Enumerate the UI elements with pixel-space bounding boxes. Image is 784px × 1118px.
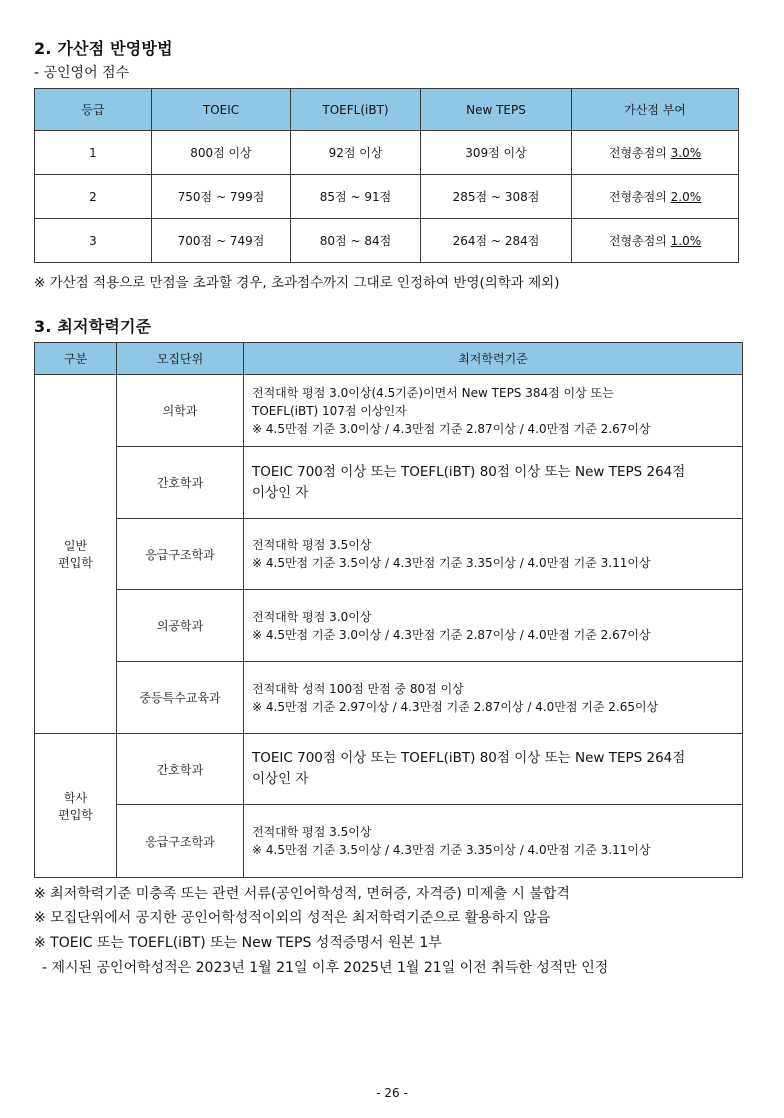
bonus-prefix: 전형총점의	[608, 234, 671, 248]
header-toefl: TOEFL(iBT)	[291, 89, 421, 131]
header-grade: 등급	[35, 89, 152, 131]
cell-toefl: 80점 ~ 84점	[291, 219, 421, 263]
cell-criteria	[244, 375, 743, 447]
section3-note: ※ TOEIC 또는 TOEFL(iBT) 또는 New TEPS 성적증명서 원본 1부	[34, 935, 442, 951]
header-unit: 모집단위	[117, 343, 244, 375]
category-label-line: 편입학	[58, 807, 93, 822]
category-label-line: 편입학	[58, 556, 93, 570]
section3-note: - 제시된 공인어학성적은 2023년 1월 21일 이후 2025년 1월 21일 이전 취득한 성적만 인정	[42, 960, 609, 976]
cell-grade: 2	[35, 175, 152, 219]
criteria-line: TOEFL(iBT) 107점 이상인자	[252, 403, 407, 418]
section2-title: 2. 가산점 반영방법	[34, 39, 173, 58]
category-bachelor	[35, 734, 117, 878]
cell-criteria	[244, 734, 743, 805]
cell-toeic: 700점 ~ 749점	[152, 219, 291, 263]
table-row	[35, 805, 743, 878]
bonus-value: 3.0%	[670, 146, 702, 160]
criteria-line: ※ 4.5만점 기준 3.0이상 / 4.3만점 기준 2.87이상 / 4.0만점 기준 2.67이상	[252, 421, 651, 436]
cell-bonus	[572, 175, 739, 219]
header-criteria: 최저학력기준	[244, 343, 743, 375]
cell-bonus	[572, 131, 739, 175]
table-header-row	[35, 343, 743, 375]
criteria-line: ※ 4.5만점 기준 3.5이상 / 4.3만점 기준 3.35이상 / 4.0만점 기준 3.11이상	[252, 556, 651, 570]
table-row	[35, 590, 743, 662]
cell-toeic: 750점 ~ 799점	[152, 175, 291, 219]
table-row	[35, 131, 739, 175]
table-row	[35, 219, 739, 263]
header-toeic: TOEIC	[152, 89, 291, 131]
cell-criteria	[244, 447, 743, 519]
bonus-prefix: 전형총점의	[608, 146, 671, 160]
table-header-row	[35, 89, 739, 131]
cell-teps: 285점 ~ 308점	[421, 175, 572, 219]
section3-note: ※ 모집단위에서 공지한 공인어학성적이외의 성적은 최저학력기준으로 활용하지 않음	[34, 910, 551, 926]
bonus-prefix: 전형총점의	[608, 190, 671, 204]
cell-toefl: 85점 ~ 91점	[291, 175, 421, 219]
bonus-value: 2.0%	[670, 190, 702, 204]
criteria-line: 전적대학 성적 100점 만점 중 80점 이상	[252, 681, 464, 696]
cell-teps: 264점 ~ 284점	[421, 219, 572, 263]
criteria-line: 이상인 자	[252, 484, 309, 501]
cell-unit: 중등특수교육과	[117, 662, 244, 734]
category-general	[35, 375, 117, 734]
cell-bonus	[572, 219, 739, 263]
category-label-line: 일반	[63, 539, 88, 553]
header-category: 구분	[35, 343, 117, 375]
cell-toefl: 92점 이상	[291, 131, 421, 175]
criteria-line: 전적대학 평점 3.5이상	[252, 825, 372, 839]
table-row	[35, 662, 743, 734]
cell-unit: 간호학과	[117, 447, 244, 519]
cell-toeic: 800점 이상	[152, 131, 291, 175]
table-row	[35, 375, 743, 447]
criteria-line: 전적대학 평점 3.5이상	[252, 538, 372, 552]
section3-note: ※ 최저학력기준 미충족 또는 관련 서류(공인어학성적, 면허증, 자격증) 미제출 시 불합격	[34, 886, 570, 902]
header-bonus: 가산점 부여	[572, 89, 739, 131]
cell-criteria	[244, 662, 743, 734]
table-row	[35, 447, 743, 519]
cell-unit: 응급구조학과	[117, 519, 244, 590]
page-number: - 26 -	[376, 1086, 408, 1100]
section3-title: 3. 최저학력기준	[34, 317, 152, 336]
header-teps: New TEPS	[421, 89, 572, 131]
criteria-line: TOEIC 700점 이상 또는 TOEFL(iBT) 80점 이상 또는 New TEPS 264점	[252, 750, 686, 766]
criteria-line: 전적대학 평점 3.0이상	[252, 609, 372, 624]
cell-unit: 응급구조학과	[117, 805, 244, 878]
minimum-academic-criteria-table	[34, 342, 743, 878]
cell-criteria	[244, 805, 743, 878]
table-row	[35, 175, 739, 219]
cell-unit: 간호학과	[117, 734, 244, 805]
cell-criteria	[244, 590, 743, 662]
cell-grade: 1	[35, 131, 152, 175]
bonus-value: 1.0%	[670, 234, 702, 248]
cell-unit: 의학과	[117, 375, 244, 447]
cell-criteria	[244, 519, 743, 590]
cell-teps: 309점 이상	[421, 131, 572, 175]
table-row	[35, 519, 743, 590]
criteria-line: 전적대학 평점 3.0이상(4.5기준)이면서 New TEPS 384점 이상 또는	[252, 385, 614, 400]
table-row	[35, 734, 743, 805]
cell-grade: 3	[35, 219, 152, 263]
category-label-line: 학사	[63, 790, 88, 805]
section2-subtitle: - 공인영어 점수	[34, 65, 130, 81]
criteria-line: 이상인 자	[252, 771, 309, 787]
bonus-points-table	[34, 88, 739, 263]
section2-note: ※ 가산점 적용으로 만점을 초과할 경우, 초과점수까지 그대로 인정하여 반영(의학과 제외)	[34, 275, 560, 291]
criteria-line: ※ 4.5만점 기준 3.5이상 / 4.3만점 기준 3.35이상 / 4.0만점 기준 3.11이상	[252, 843, 651, 857]
criteria-line: ※ 4.5만점 기준 3.0이상 / 4.3만점 기준 2.87이상 / 4.0만점 기준 2.67이상	[252, 627, 651, 642]
criteria-line: TOEIC 700점 이상 또는 TOEFL(iBT) 80점 이상 또는 New TEPS 264점	[252, 463, 686, 480]
criteria-line: ※ 4.5만점 기준 2.97이상 / 4.3만점 기준 2.87이상 / 4.0만점 기준 2.65이상	[252, 699, 659, 714]
cell-unit: 의공학과	[117, 590, 244, 662]
